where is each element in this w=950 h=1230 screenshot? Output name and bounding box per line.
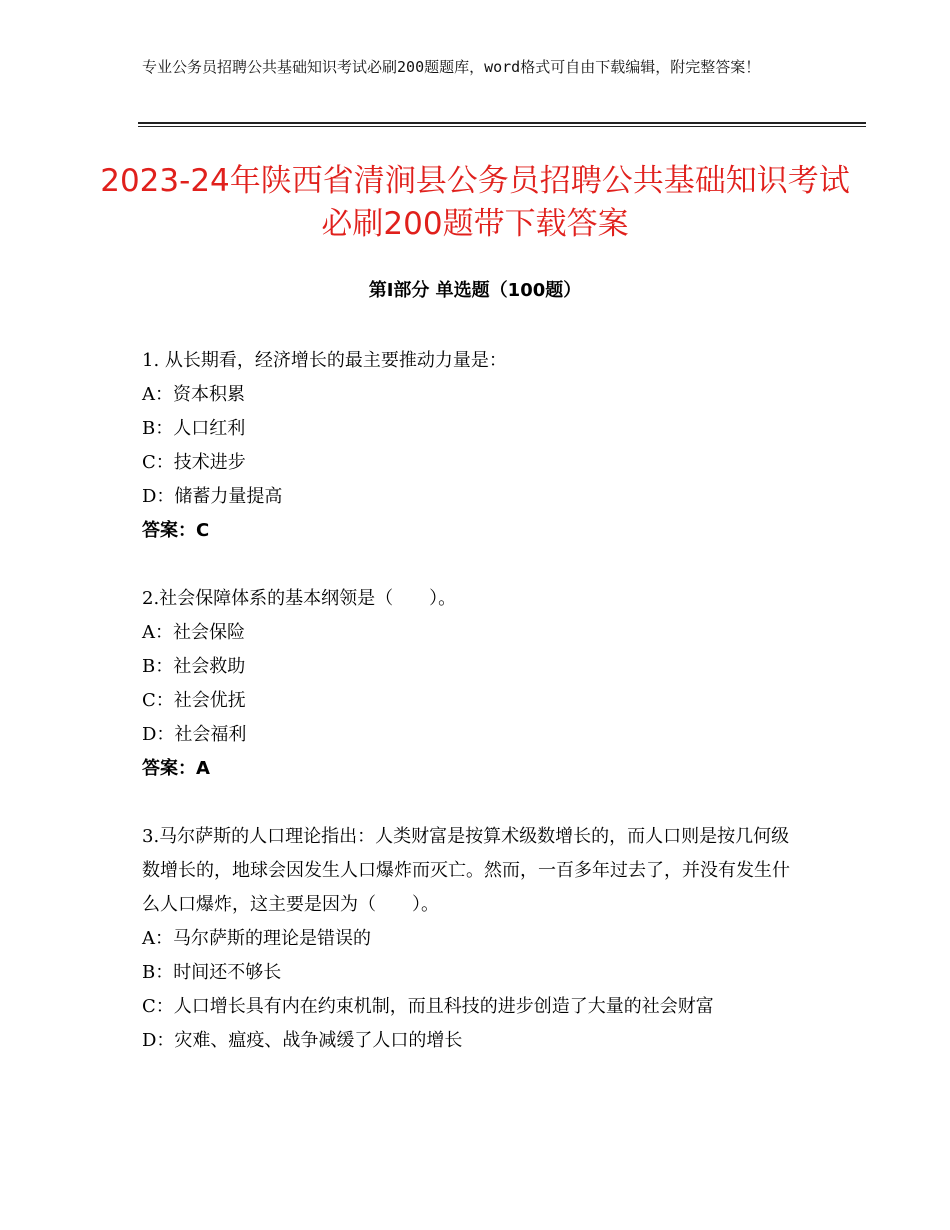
option-c: C：技术进步 xyxy=(142,452,246,473)
header-divider-thin xyxy=(138,126,866,127)
answer: 答案：C xyxy=(142,520,210,541)
option-a: A：社会保险 xyxy=(142,622,245,643)
question-2 xyxy=(142,582,802,786)
option-d: D：储蓄力量提高 xyxy=(142,486,283,507)
option-a: A：马尔萨斯的理论是错误的 xyxy=(142,928,371,949)
option-d: D：社会福利 xyxy=(142,724,247,745)
question-3 xyxy=(142,820,802,1058)
option-b: B：人口红利 xyxy=(142,418,246,439)
question-stem: 2.社会保障体系的基本纲领是（ ）。 xyxy=(142,588,457,609)
document-title: 2023-24年陕西省清涧县公务员招聘公共基础知识考试必刷200题带下载答案 xyxy=(100,163,850,242)
option-b: B：社会救助 xyxy=(142,656,246,677)
section-title: 第Ⅰ部分 单选题（100题） xyxy=(368,280,582,301)
header-note: 专业公务员招聘公共基础知识考试必刷200题题库，word格式可自由下载编辑，附完整答案！ xyxy=(142,58,761,76)
question-list xyxy=(142,344,802,1092)
answer: 答案：A xyxy=(142,758,210,779)
option-a: A：资本积累 xyxy=(142,384,245,405)
option-b: B：时间还不够长 xyxy=(142,962,282,983)
option-c: C：社会优抚 xyxy=(142,690,246,711)
question-stem: 3.马尔萨斯的人口理论指出：人类财富是按算术级数增长的，而人口则是按几何级数增长的，地球会因发生人口爆炸而灭亡。然而，一百多年过去了，并没有发生什么人口爆炸，这主要是因为（ ）。 xyxy=(142,826,790,915)
header-divider xyxy=(138,122,866,124)
option-c: C：人口增长具有内在约束机制，而且科技的进步创造了大量的社会财富 xyxy=(142,996,714,1017)
option-d: D：灾难、瘟疫、战争减缓了人口的增长 xyxy=(142,1030,463,1051)
question-1 xyxy=(142,344,802,548)
question-stem: 1. 从长期看，经济增长的最主要推动力量是： xyxy=(142,350,507,371)
